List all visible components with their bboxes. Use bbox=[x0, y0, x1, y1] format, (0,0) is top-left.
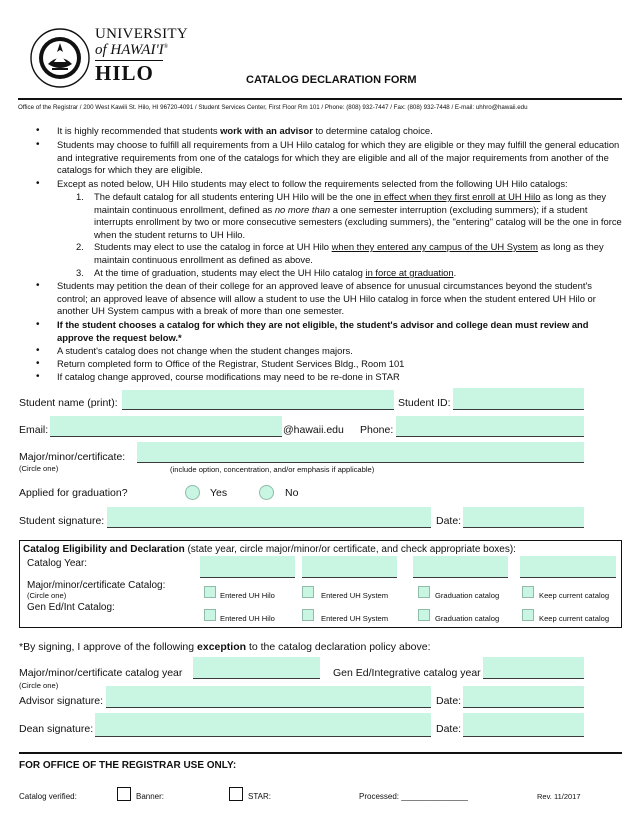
item-default-catalog: The default catalog for all students entering UH Hilo will be the one in effect when they first enroll at UH Hilo as long as they maintain continuous enrollment, defined as no more than a one semester interruption (excluding summers); if a student interrupts enrollment by two or more consecutive semesters (excluding summers), the "entering" catalog will be the one in force when the student returns to UH Hilo. bbox=[94, 191, 622, 240]
email-suffix: @hawaii.edu bbox=[283, 424, 344, 436]
graduation-yes-label: Yes bbox=[210, 487, 228, 499]
email-field[interactable] bbox=[50, 416, 282, 437]
advisor-signature-field[interactable] bbox=[106, 686, 431, 708]
graduation-no-label: No bbox=[285, 487, 299, 499]
item-uh-system: Students may elect to use the catalog in force at UH Hilo when they entered any campus of the UH System as long as they maintain continuous enrollment as defined as above. bbox=[94, 241, 604, 265]
num-2: 2. bbox=[76, 241, 84, 252]
student-name-label: Student name (print): bbox=[19, 397, 118, 409]
gen-ed-catalog-year-label: Gen Ed/Integrative catalog year bbox=[333, 667, 481, 679]
major-graduation-label: Graduation catalog bbox=[435, 591, 500, 600]
include-option-note: (include option, concentration, and/or emphasis if applicable) bbox=[170, 465, 375, 474]
advisor-date-label: Date: bbox=[436, 695, 462, 707]
eligibility-circle-one: (Circle one) bbox=[27, 591, 67, 600]
uh-hilo-seal bbox=[30, 28, 90, 88]
student-signature-field[interactable] bbox=[107, 507, 431, 528]
num-3: 3. bbox=[76, 267, 84, 278]
major-entered-system-label: Entered UH System bbox=[321, 591, 389, 600]
office-contact-line: Office of the Registrar / 200 West Kawili St. Hilo, HI 96720-4091 / Student Services Center, First Floor Rm 101 / Phone: (808) 932-7447 / Fax: (808) 932-7448 / E-mail: uhhro@hawaii.edu bbox=[18, 104, 528, 111]
dean-date-label: Date: bbox=[436, 723, 462, 735]
catalog-year-field-3[interactable] bbox=[413, 556, 508, 578]
eligibility-title: Catalog Eligibility and Declaration (state year, circle major/minor/or certificate, and check appropriate boxes): bbox=[23, 544, 516, 555]
hilo-word: HILO bbox=[95, 61, 154, 85]
dean-signature-field[interactable] bbox=[95, 713, 431, 737]
header-rule bbox=[18, 98, 622, 100]
banner-label: Banner: bbox=[136, 792, 165, 801]
phone-label: Phone: bbox=[360, 424, 394, 436]
bullet-dot: • bbox=[36, 139, 40, 150]
student-date-label: Date: bbox=[436, 515, 462, 527]
major-field[interactable] bbox=[137, 442, 584, 463]
graduation-label: Applied for graduation? bbox=[19, 487, 128, 499]
banner-checkbox[interactable] bbox=[117, 787, 131, 801]
major-entered-system-checkbox[interactable] bbox=[302, 586, 314, 598]
university-word: UNIVERSITY bbox=[95, 26, 188, 42]
registered-mark: ® bbox=[163, 44, 169, 50]
gened-entered-hilo-label: Entered UH Hilo bbox=[220, 614, 275, 623]
bullet-dot: • bbox=[36, 371, 40, 382]
dean-date-field[interactable] bbox=[463, 713, 584, 737]
major-entered-hilo-label: Entered UH Hilo bbox=[220, 591, 275, 600]
bullet-star: If catalog change approved, course modifications may need to be re-done in STAR bbox=[57, 371, 400, 382]
catalog-verified-label: Catalog verified: bbox=[19, 792, 77, 801]
bullet-dot: • bbox=[36, 178, 40, 189]
revision-label: Rev. 11/2017 bbox=[537, 792, 581, 801]
bullet-dot: • bbox=[36, 319, 40, 330]
circle-one-note: (Circle one) bbox=[19, 464, 59, 473]
major-graduation-checkbox[interactable] bbox=[418, 586, 430, 598]
major-label: Major/minor/certificate: bbox=[19, 451, 126, 463]
bullet-advisor: It is highly recommended that students work with an advisor to determine catalog choice. bbox=[57, 125, 433, 136]
catalog-year-field-1[interactable] bbox=[200, 556, 295, 578]
gened-entered-system-label: Entered UH System bbox=[321, 614, 389, 623]
email-label: Email: bbox=[19, 424, 49, 436]
bullet-dot: • bbox=[36, 358, 40, 369]
gened-graduation-checkbox[interactable] bbox=[418, 609, 430, 621]
num-1: 1. bbox=[76, 191, 84, 202]
gened-graduation-label: Graduation catalog bbox=[435, 614, 500, 623]
bullet-return: Return completed form to Office of the Registrar, Student Services Bldg., Room 101 bbox=[57, 358, 405, 369]
gened-keep-current-label: Keep current catalog bbox=[539, 614, 610, 623]
graduation-no-radio[interactable] bbox=[259, 485, 274, 500]
form-title: CATALOG DECLARATION FORM bbox=[246, 74, 417, 86]
bullet-fulfill: Students may choose to fulfill all requirements from a UH Hilo catalog for which they are eligible or they may fulfill the general education and integrative requirements from one of the catalogs for which they are eligible and all of the major requirements from another of the catalogs for which they are eligible. bbox=[57, 139, 620, 176]
gen-ed-catalog-year-field[interactable] bbox=[483, 657, 584, 679]
major-keep-current-label: Keep current catalog bbox=[539, 591, 610, 600]
bullet-dot: • bbox=[36, 345, 40, 356]
catalog-year-label: Catalog Year: bbox=[27, 558, 88, 569]
bullet-change-majors: A student's catalog does not change when the student changes majors. bbox=[57, 345, 353, 356]
student-date-field[interactable] bbox=[463, 507, 584, 528]
office-use-title: FOR OFFICE OF THE REGISTRAR USE ONLY: bbox=[19, 760, 237, 771]
catalog-year-field-2[interactable] bbox=[302, 556, 397, 578]
star-label: STAR: bbox=[248, 792, 271, 801]
bullet-not-eligible: If the student chooses a catalog for which they are not eligible, the student's advisor and college dean must review and approve the request below.* bbox=[57, 319, 589, 343]
major-keep-current-checkbox[interactable] bbox=[522, 586, 534, 598]
of-hawaii-text: of HAWAI'I bbox=[95, 42, 164, 58]
bullet-except: Except as noted below, UH Hilo students may elect to follow the requirements selected from the following UH Hilo catalogs: bbox=[57, 178, 568, 189]
advisor-signature-label: Advisor signature: bbox=[19, 695, 104, 707]
gened-entered-hilo-checkbox[interactable] bbox=[204, 609, 216, 621]
gened-keep-current-checkbox[interactable] bbox=[522, 609, 534, 621]
office-rule bbox=[19, 752, 622, 754]
catalog-year-field-4[interactable] bbox=[520, 556, 616, 578]
major-catalog-year-label: Major/minor/certificate catalog year bbox=[19, 667, 183, 679]
bullet-petition: Students may petition the dean of their college for an approved leave of absence for unusual circumstances beyond the student's control; an approved leave of absence will allow a student to use the UH Hilo catalog in force when the student entered UH Hilo or another UH System campus with a break of more than one semester. bbox=[57, 280, 596, 317]
star-checkbox[interactable] bbox=[229, 787, 243, 801]
advisor-date-field[interactable] bbox=[463, 686, 584, 708]
processed-label: Processed: _______________ bbox=[359, 792, 468, 801]
item-graduation: At the time of graduation, students may elect the UH Hilo catalog in force at graduation. bbox=[94, 267, 457, 278]
gened-entered-system-checkbox[interactable] bbox=[302, 609, 314, 621]
exception-statement: *By signing, I approve of the following exception to the catalog declaration policy above: bbox=[19, 641, 431, 653]
student-id-label: Student ID: bbox=[398, 397, 451, 409]
dean-signature-label: Dean signature: bbox=[19, 723, 94, 735]
student-signature-label: Student signature: bbox=[19, 515, 105, 527]
student-name-field[interactable] bbox=[122, 390, 394, 410]
bullet-dot: • bbox=[36, 280, 40, 291]
major-catalog-label: Major/minor/certificate Catalog: bbox=[27, 580, 166, 591]
student-id-field[interactable] bbox=[453, 388, 584, 410]
graduation-yes-radio[interactable] bbox=[185, 485, 200, 500]
exception-circle-one: (Circle one) bbox=[19, 681, 59, 690]
of-hawaii-word bbox=[95, 42, 168, 59]
major-entered-hilo-checkbox[interactable] bbox=[204, 586, 216, 598]
bullet-dot: • bbox=[36, 125, 40, 136]
major-catalog-year-field[interactable] bbox=[193, 657, 320, 679]
phone-field[interactable] bbox=[396, 416, 584, 437]
gen-ed-catalog-label: Gen Ed/Int Catalog: bbox=[27, 602, 115, 613]
